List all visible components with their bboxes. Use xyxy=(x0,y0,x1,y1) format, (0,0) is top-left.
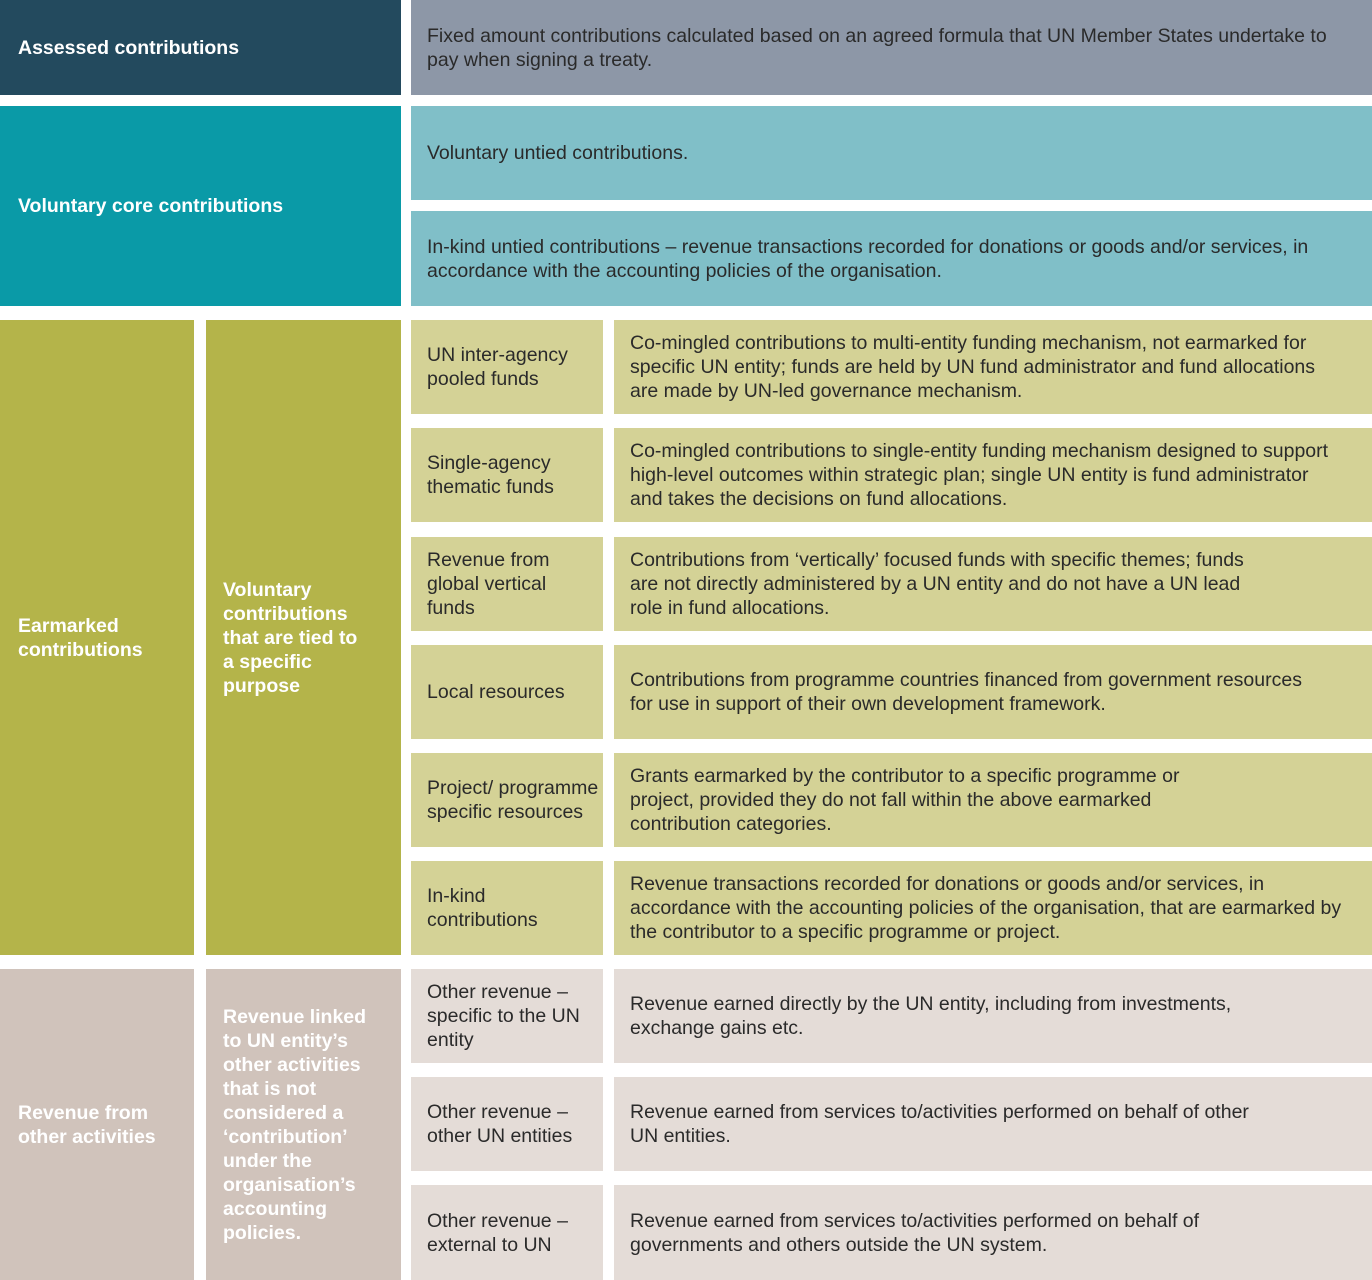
earmarked-description-text: Contributions from ‘vertically’ focused funds with specific themes; funds are not directly administered by a UN entity and do not have a UN lead role in fund allocations. xyxy=(630,549,1244,619)
earmarked-type-in-kind xyxy=(411,861,603,955)
earmarked-description-text: Co-mingled contributions to single-entity funding mechanism designed to support high-level outcomes within strategic plan; single UN entity is fund administrator and takes the decisions on fund allocations. xyxy=(630,440,1329,510)
earmarked-type-text: Single-agency thematic funds xyxy=(427,452,554,498)
other-label-text: Revenue from other activities xyxy=(18,1101,156,1148)
other-type-external xyxy=(411,1185,603,1280)
earmarked-description-project-resources xyxy=(614,753,1372,847)
other-type-specific-entity xyxy=(411,969,603,1063)
other-type-text: Other revenue – external to UN xyxy=(427,1209,568,1256)
earmarked-description-pooled-funds xyxy=(614,320,1372,414)
earmarked-type-project-resources xyxy=(411,753,603,847)
earmarked-contributions-label xyxy=(0,320,194,955)
earmarked-description-local-resources xyxy=(614,645,1372,739)
earmarked-type-text: Local resources xyxy=(427,681,565,703)
core-row-description: Voluntary untied contributions. xyxy=(427,142,689,164)
earmarked-label-text: Earmarked contributions xyxy=(18,614,143,661)
earmarked-type-local-resources xyxy=(411,645,603,739)
other-description-text: Revenue earned from services to/activities performed on behalf of governments and others outside the UN system. xyxy=(630,1209,1200,1256)
earmarked-type-vertical-funds xyxy=(411,537,603,631)
earmarked-type-text: Revenue from global vertical funds xyxy=(427,549,550,619)
other-sublabel-text: Revenue linked to UN entity’s other activities that is not considered a ‘contribution’ under the organisation’s accounting policies. xyxy=(223,1005,367,1244)
earmarked-type-text: UN inter-agency pooled funds xyxy=(427,344,568,390)
assessed-label-text: Assessed contributions xyxy=(18,36,240,59)
earmarked-description-in-kind xyxy=(614,861,1372,955)
earmarked-description-text: Contributions from programme countries financed from government resources for use in support of their own development framework. xyxy=(630,669,1302,715)
earmarked-description-text: Co-mingled contributions to multi-entity funding mechanism, not earmarked for specific UN entity; funds are held by UN fund administrator and fund allocations are made by UN-led governance mechanism. xyxy=(630,332,1316,402)
other-type-other-un xyxy=(411,1077,603,1171)
earmarked-description-text: Revenue transactions recorded for donations or goods and/or services, in accordance with the accounting policies of the organisation, that are earmarked by the contributor to a specific programme or project. xyxy=(630,873,1342,943)
earmarked-sublabel-text: Voluntary contributions that are tied to a specific purpose xyxy=(223,578,358,697)
earmarked-type-thematic-funds xyxy=(411,428,603,522)
earmarked-description-thematic-funds xyxy=(614,428,1372,522)
other-activities-sublabel xyxy=(206,969,401,1280)
core-row-description: In-kind untied contributions – revenue transactions recorded for donations or goods and/or services, in accordance with the accounting policies of the organisation. xyxy=(427,235,1309,282)
core-row-untied xyxy=(411,106,1372,200)
earmarked-type-pooled-funds xyxy=(411,320,603,414)
assessed-contributions-label xyxy=(0,0,401,95)
other-description-specific-entity xyxy=(614,969,1372,1063)
earmarked-type-text: In-kind contributions xyxy=(427,885,538,931)
earmarked-type-text: Project/ programme specific resources xyxy=(427,777,599,823)
other-description-other-un xyxy=(614,1077,1372,1171)
other-description-text: Revenue earned from services to/activities performed on behalf of other UN entities. xyxy=(630,1101,1249,1147)
core-row-in-kind xyxy=(411,211,1372,306)
other-activities-label xyxy=(0,969,194,1280)
other-type-text: Other revenue – specific to the UN entity xyxy=(427,981,580,1051)
core-label-text: Voluntary core contributions xyxy=(18,195,284,217)
core-contributions-label xyxy=(0,106,401,306)
other-type-text: Other revenue – other UN entities xyxy=(427,1101,573,1147)
other-description-external xyxy=(614,1185,1372,1280)
other-description-text: Revenue earned directly by the UN entity, including from investments, exchange gains etc. xyxy=(630,993,1232,1039)
earmarked-description-text: Grants earmarked by the contributor to a specific programme or project, provided they do not fall within the above earmarked contribution categories. xyxy=(630,765,1180,835)
earmarked-description-vertical-funds xyxy=(614,537,1372,631)
earmarked-contributions-sublabel xyxy=(206,320,401,955)
assessed-description-text: Fixed amount contributions calculated based on an agreed formula that UN Member States undertake to pay when signing a treaty. xyxy=(427,24,1327,71)
assessed-contributions-description xyxy=(411,0,1372,95)
